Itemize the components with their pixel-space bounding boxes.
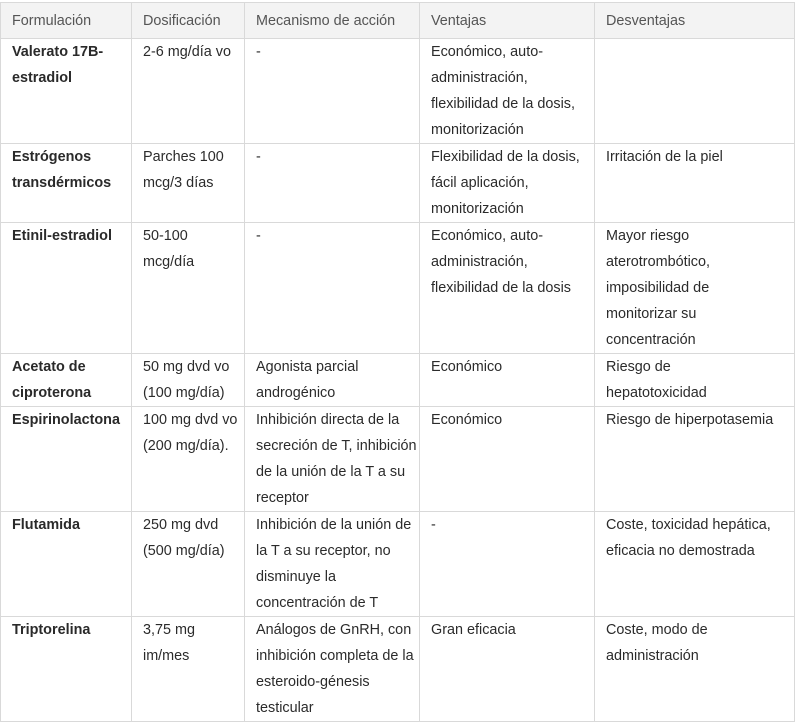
header-advantages: Ventajas	[420, 3, 595, 39]
cell-advantages: Económico, auto-administración, flexibilidad de la dosis	[420, 223, 595, 354]
cell-mechanism: -	[245, 39, 420, 144]
table-row	[1, 407, 795, 512]
cell-disadvantages: Coste, toxicidad hepática, eficacia no demostrada	[595, 512, 795, 617]
cell-disadvantages	[595, 39, 795, 144]
cell-dosage: 3,75 mg im/mes	[132, 617, 245, 722]
cell-formulation: Valerato 17B-estradiol	[1, 39, 132, 144]
cell-disadvantages: Irritación de la piel	[595, 144, 795, 223]
cell-dosage: Parches 100 mcg/3 días	[132, 144, 245, 223]
cell-mechanism: Inhibición de la unión de la T a su receptor, no disminuye la concentración de T	[245, 512, 420, 617]
cell-mechanism: -	[245, 223, 420, 354]
cell-formulation: Triptorelina	[1, 617, 132, 722]
table-body	[1, 39, 795, 722]
cell-advantages: Económico	[420, 407, 595, 512]
cell-formulation: Acetato de ciproterona	[1, 354, 132, 407]
cell-formulation: Estrógenos transdérmicos	[1, 144, 132, 223]
table-row	[1, 512, 795, 617]
cell-mechanism: Inhibición directa de la secreción de T, inhibición de la unión de la T a su receptor	[245, 407, 420, 512]
cell-disadvantages: Coste, modo de administración	[595, 617, 795, 722]
cell-disadvantages: Riesgo de hepatotoxicidad	[595, 354, 795, 407]
table-header	[1, 3, 795, 39]
table-row	[1, 617, 795, 722]
table-row	[1, 354, 795, 407]
cell-formulation: Etinil-estradiol	[1, 223, 132, 354]
cell-dosage: 50-100 mcg/día	[132, 223, 245, 354]
cell-advantages: Económico, auto-administración, flexibilidad de la dosis, monitorización	[420, 39, 595, 144]
table-row	[1, 223, 795, 354]
header-mechanism: Mecanismo de acción	[245, 3, 420, 39]
cell-advantages: Gran eficacia	[420, 617, 595, 722]
cell-formulation: Flutamida	[1, 512, 132, 617]
cell-dosage: 100 mg dvd vo (200 mg/día).	[132, 407, 245, 512]
cell-dosage: 250 mg dvd (500 mg/día)	[132, 512, 245, 617]
treatment-table	[0, 2, 795, 722]
cell-disadvantages: Mayor riesgo aterotrombótico, imposibilidad de monitorizar su concentración	[595, 223, 795, 354]
header-dosage: Dosificación	[132, 3, 245, 39]
table-row	[1, 144, 795, 223]
cell-formulation: Espirinolactona	[1, 407, 132, 512]
cell-disadvantages: Riesgo de hiperpotasemia	[595, 407, 795, 512]
cell-advantages: Económico	[420, 354, 595, 407]
header-row	[1, 3, 795, 39]
header-formulation: Formulación	[1, 3, 132, 39]
cell-dosage: 50 mg dvd vo (100 mg/día)	[132, 354, 245, 407]
cell-advantages: -	[420, 512, 595, 617]
cell-mechanism: Agonista parcial androgénico	[245, 354, 420, 407]
header-disadvantages: Desventajas	[595, 3, 795, 39]
table-row	[1, 39, 795, 144]
cell-dosage: 2-6 mg/día vo	[132, 39, 245, 144]
cell-mechanism: Análogos de GnRH, con inhibición completa de la esteroido-génesis testicular	[245, 617, 420, 722]
cell-advantages: Flexibilidad de la dosis, fácil aplicación, monitorización	[420, 144, 595, 223]
cell-mechanism: -	[245, 144, 420, 223]
